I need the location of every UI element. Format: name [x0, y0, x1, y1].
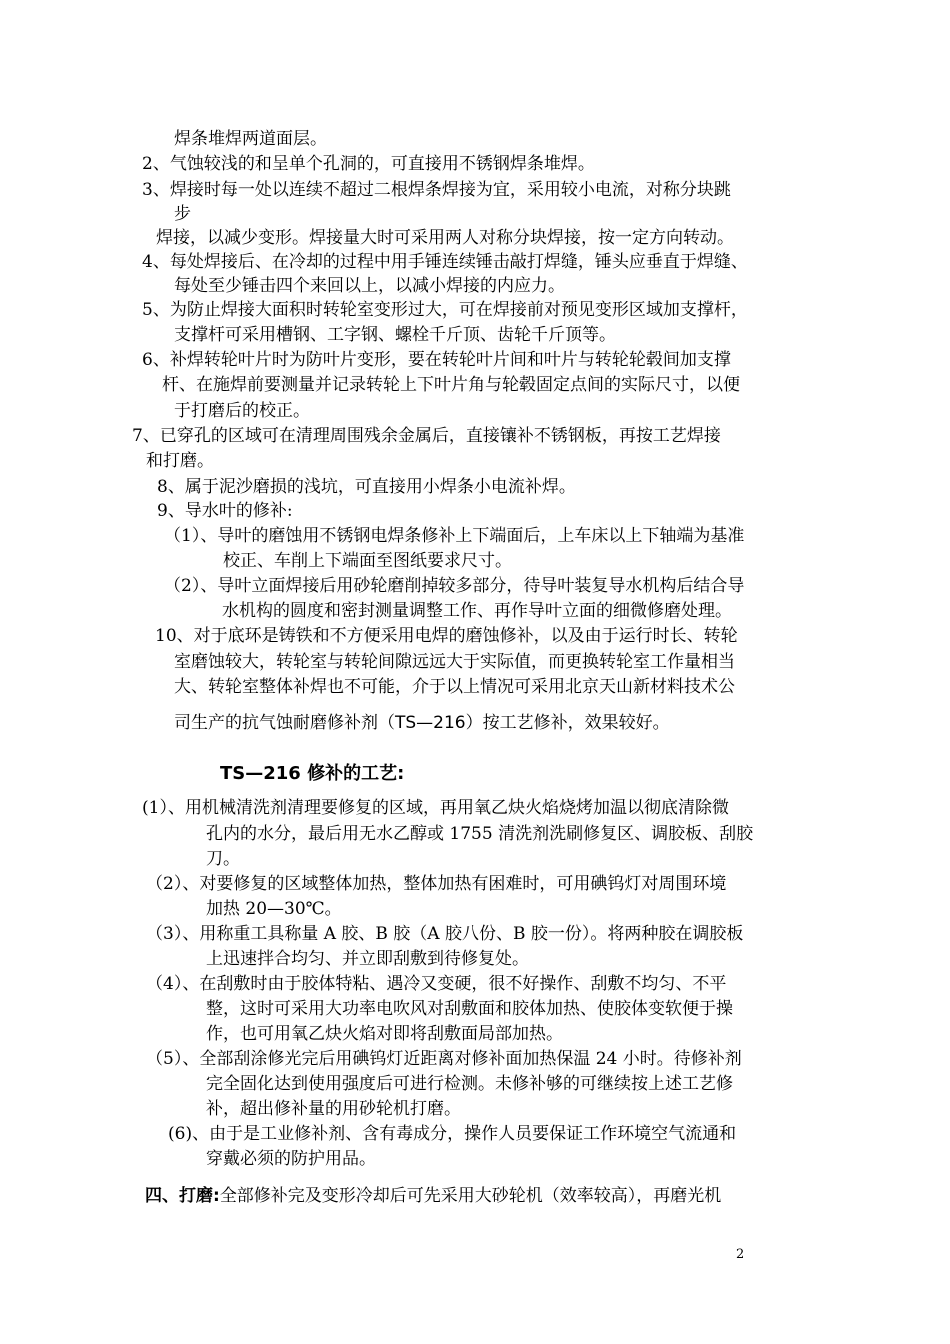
text-line: (6)、由于是工业修补剂、含有毒成分，操作人员要保证工作环境空气流通和	[168, 1124, 737, 1144]
text-line: 3、焊接时每一处以连续不超过二根焊条焊接为宜，采用较小电流，对称分块跳	[142, 180, 731, 200]
text-line: （1）、导叶的磨蚀用不锈钢电焊条修补上下端面后，上车床以上下轴端为基准	[164, 526, 745, 546]
text-line: 5、为防止焊接大面积时转轮室变形过大，可在焊接前对预见变形区域加支撑杆，	[142, 300, 748, 320]
text-line: 室磨蚀较大，转轮室与转轮间隙远远大于实际值，而更换转轮室工作量相当	[174, 652, 735, 672]
text-line: 6、补焊转轮叶片时为防叶片变形，要在转轮叶片间和叶片与转轮轮毂间加支撑	[142, 350, 731, 370]
text-line: 焊接，以减少变形。焊接量大时可采用两人对称分块焊接，按一定方向转动。	[156, 228, 734, 248]
text-line: （2）、导叶立面焊接后用砂轮磨削掉较多部分，待导叶装复导水机构后结合导	[164, 576, 745, 596]
text-line: 支撑杆可采用槽钢、工字钢、螺栓千斤顶、齿轮千斤顶等。	[174, 325, 616, 345]
text-line: 8、属于泥沙磨损的浅坑，可直接用小焊条小电流补焊。	[157, 477, 576, 497]
text-line: （4）、在刮敷时由于胶体特粘、遇冷又变硬，很不好操作、刮敷不均匀、不平	[146, 974, 727, 994]
text-line: 4、每处焊接后、在冷却的过程中用手锤连续锤击敲打焊缝，锤头应垂直于焊缝、	[142, 252, 748, 272]
page-number: 2	[736, 1247, 745, 1262]
text-line: 2、气蚀较浅的和呈单个孔洞的，可直接用不锈钢焊条堆焊。	[142, 154, 595, 174]
text-line: 补，超出修补量的用砂轮机打磨。	[206, 1099, 461, 1119]
text-line: 校正、车削上下端面至图纸要求尺寸。	[223, 551, 512, 571]
text-line: 穿戴必须的防护用品。	[206, 1149, 376, 1169]
section-4-line	[145, 1184, 721, 1208]
section-4-heading: 四、打磨:	[145, 1186, 220, 1206]
text-line: 大、转轮室整体补焊也不可能，介于以上情况可采用北京天山新材料技术公	[174, 677, 735, 697]
text-line: （3）、用称重工具称量 A 胶、B 胶（A 胶八份、B 胶一份）。将两种胶在调胶板	[146, 924, 744, 944]
text-line: 于打磨后的校正。	[174, 401, 310, 421]
text-line: 完全固化达到使用强度后可进行检测。未修补够的可继续按上述工艺修	[206, 1074, 733, 1094]
text-line: 作，也可用氧乙炔火焰对即将刮敷面局部加热。	[206, 1024, 563, 1044]
text-line: (1）、用机械清洗剂清理要修复的区域，再用氧乙炔火焰烧烤加温以彻底清除微	[142, 798, 729, 818]
text-line: 10、对于底环是铸铁和不方便采用电焊的磨蚀修补，以及由于运行时长、转轮	[155, 626, 738, 646]
text-line: （2）、对要修复的区域整体加热，整体加热有困难时，可用碘钨灯对周围环境	[146, 874, 727, 894]
text-line: 上迅速拌合均匀、并立即刮敷到待修复处。	[206, 949, 529, 969]
section-4-text: 全部修补完及变形冷却后可先采用大砂轮机（效率较高），再磨光机	[219, 1186, 722, 1206]
text-line: 整，这时可采用大功率电吹风对刮敷面和胶体加热、使胶体变软便于操	[206, 999, 733, 1019]
text-line: 7、已穿孔的区域可在清理周围残余金属后，直接镶补不锈钢板，再按工艺焊接	[132, 426, 721, 446]
section-heading: TS—216 修补的工艺:	[220, 763, 405, 784]
text-line: 和打磨。	[146, 451, 214, 471]
text-line: （5）、全部刮涂修光完后用碘钨灯近距离对修补面加热保温 24 小时。待修补剂	[146, 1049, 742, 1069]
text-line: 刀。	[206, 849, 240, 869]
text-line: 司生产的抗气蚀耐磨修补剂（TS—216）按工艺修补，效果较好。	[174, 713, 670, 733]
text-line: 每处至少锤击四个来回以上，以减小焊接的内应力。	[174, 276, 565, 296]
text-line: 加热 20—30℃。	[206, 899, 342, 919]
text-line: 水机构的圆度和密封测量调整工作、再作导叶立面的细微修磨处理。	[222, 601, 732, 621]
text-line: 焊条堆焊两道面层。	[174, 129, 327, 149]
text-line: 9、导水叶的修补:	[157, 501, 293, 521]
text-line: 步	[174, 204, 191, 224]
text-line: 杆、在施焊前要测量并记录转轮上下叶片角与轮毂固定点间的实际尺寸，以便	[162, 375, 740, 395]
text-line: 孔内的水分，最后用无水乙醇或 1755 清洗剂洗刷修复区、调胶板、刮胶	[206, 824, 754, 844]
